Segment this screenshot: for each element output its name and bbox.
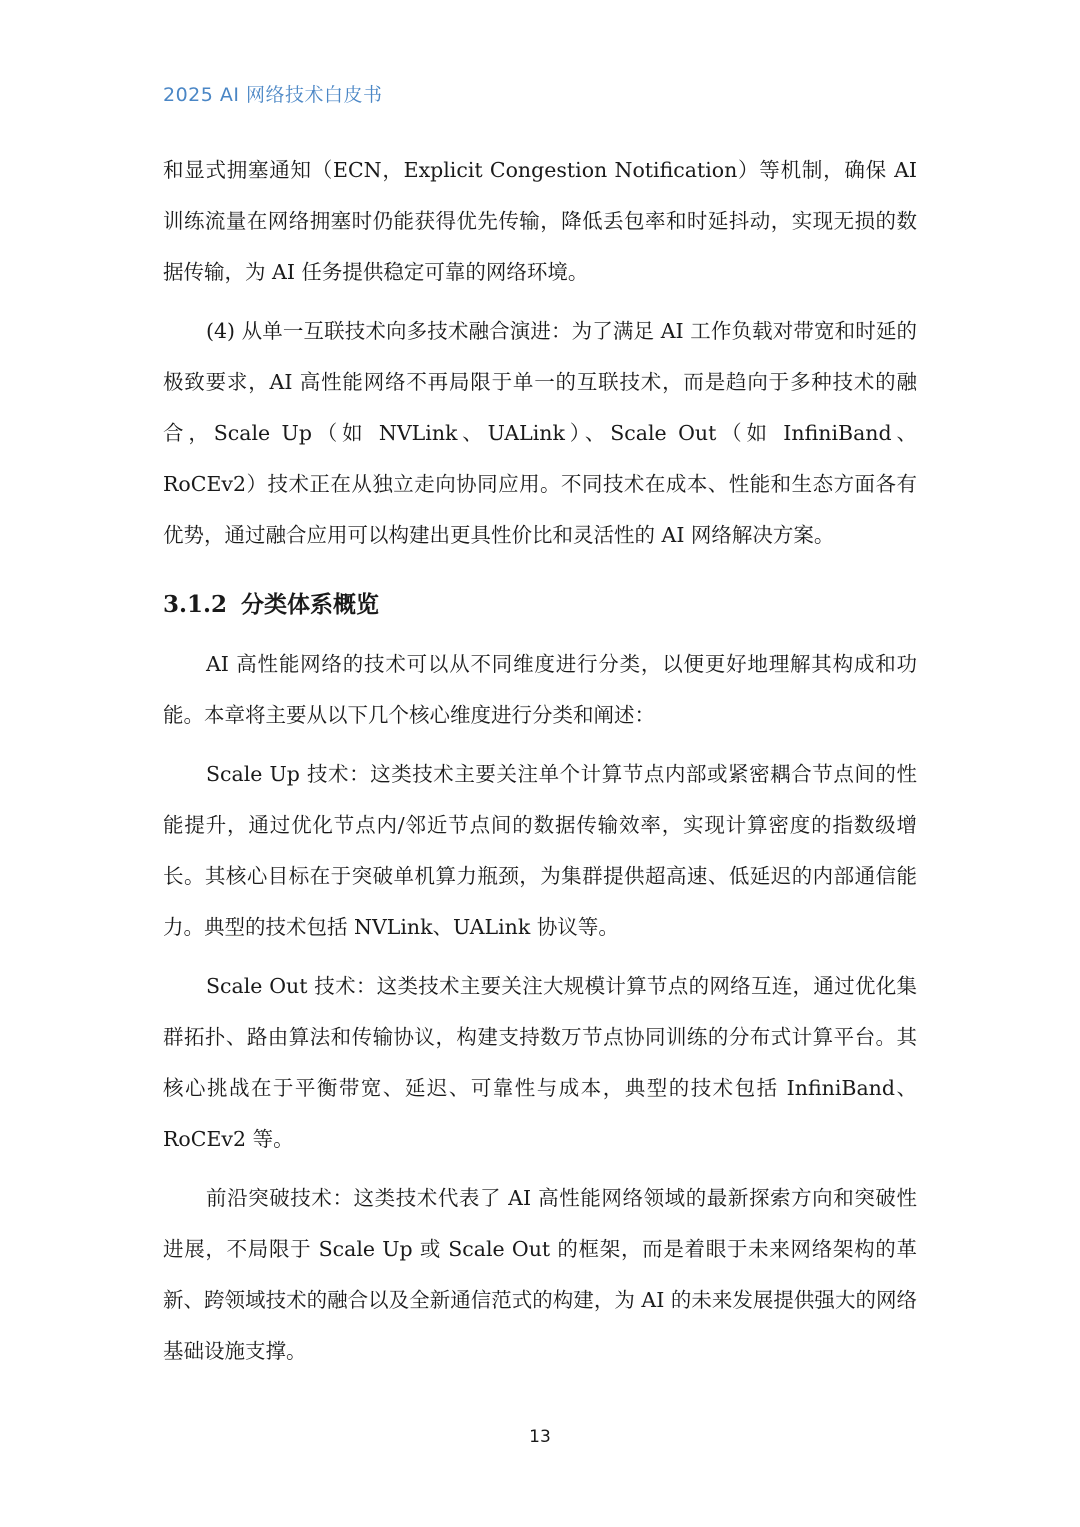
section-heading [163, 583, 917, 627]
page-number: 13 [529, 1427, 551, 1447]
paragraph-multi-tech-fusion: (4) 从单一互联技术向多技术融合演进：为了满足 AI 工作负载对带宽和时延的极致要求，AI 高性能网络不再局限于单一的互联技术，而是趋向于多种技术的融合，Scale Up（如 NVLink、UALink）、Scale Out（如 InfiniBand、RoCEv2）技术正在从独立走向协同应用。不同技术在成本、性能和生态方面各有优势，通过融合应用可以构建出更具性价比和灵活性的 AI 网络解决方案。 [163, 319, 917, 547]
running-header: 2025 AI 网络技术白皮书 [163, 84, 383, 106]
paragraph-gap [163, 953, 917, 961]
paragraph-gap [163, 298, 917, 306]
paragraph-scale-up: Scale Up 技术：这类技术主要关注单个计算节点内部或紧密耦合节点间的性能提升，通过优化节点内/邻近节点间的数据传输效率，实现计算密度的指数级增长。其核心目标在于突破单机算力瓶颈，为集群提供超高速、低延迟的内部通信能力。典型的技术包括 NVLink、UALink 协议等。 [163, 762, 917, 939]
paragraph-gap [163, 741, 917, 749]
paragraph-gap [163, 1165, 917, 1173]
paragraph-scale-out: Scale Out 技术：这类技术主要关注大规模计算节点的网络互连，通过优化集群拓扑、路由算法和传输协议，构建支持数万节点协同训练的分布式计算平台。其核心挑战在于平衡带宽、延迟、可靠性与成本，典型的技术包括 InfiniBand、RoCEv2 等。 [163, 974, 917, 1151]
paragraph-classification-intro: AI 高性能网络的技术可以从不同维度进行分类，以便更好地理解其构成和功能。本章将主要从以下几个核心维度进行分类和阐述： [163, 652, 917, 727]
paragraph-ecn-continuation: 和显式拥塞通知（ECN，Explicit Congestion Notification）等机制，确保 AI 训练流量在网络拥塞时仍能获得优先传输，降低丢包率和时延抖动，实现无损的数据传输，为 AI 任务提供稳定可靠的网络环境。 [163, 158, 917, 284]
section-number: 3.1.2 [163, 591, 228, 618]
section-title: 分类体系概览 [241, 591, 380, 618]
body-content [163, 145, 917, 1377]
paragraph-frontier-tech: 前沿突破技术：这类技术代表了 AI 高性能网络领域的最新探索方向和突破性进展，不局限于 Scale Up 或 Scale Out 的框架，而是着眼于未来网络架构的革新、跨领域技术的融合以及全新通信范式的构建，为 AI 的未来发展提供强大的网络基础设施支撑。 [163, 1186, 917, 1363]
